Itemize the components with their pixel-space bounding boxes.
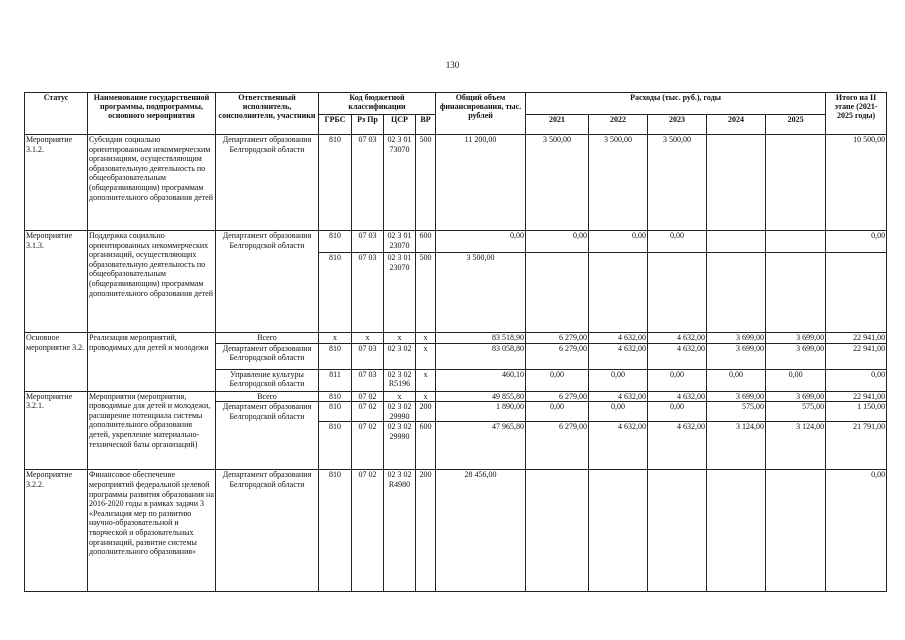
total-cell: 460,10 — [436, 369, 526, 391]
header-itogo: Итого на II этапе (2021-2025 годы) — [826, 93, 887, 135]
header-2023: 2023 — [648, 115, 707, 135]
y2021-cell: 6 279,00 — [526, 333, 589, 344]
name-cell: Мероприятия (мероприятия, проводимые для детей и молодежи, расширение потенциала системы дополнительного образования детей, укрепление материально-технической базы организаций) — [88, 391, 216, 470]
grbs-cell: 810 — [319, 231, 352, 253]
name-cell: Финансовое обеспечение мероприятий федеральной целевой программы развития образования на 2016-2020 годы в рамках задачи 3 «Реализация мер по развитию научно-образовательной и творческой и образовательных организаций, развитие системы дополнительного образования» — [88, 470, 216, 592]
grbs-cell: 810 — [319, 402, 352, 422]
y2022-cell — [589, 253, 648, 333]
y2024-cell: 575,00 — [707, 402, 766, 422]
table-row — [25, 333, 887, 344]
csr-cell: 02 3 02 — [384, 343, 416, 369]
y2025-cell: 3 699,00 — [766, 343, 826, 369]
header-name: Наименование государственной программы, подпрограммы, основного мероприятия — [88, 93, 216, 135]
y2025-cell: 575,00 — [766, 402, 826, 422]
rzpr-cell: 07 03 — [352, 135, 384, 231]
table-row — [25, 231, 887, 253]
header-rzpr: Рз Пр — [352, 115, 384, 135]
csr-cell: x — [384, 391, 416, 402]
y2023-cell: 0,00 — [648, 402, 707, 422]
total-cell: 0,00 — [436, 231, 526, 253]
header-status: Статус — [25, 93, 88, 135]
total-cell: 11 200,00 — [436, 135, 526, 231]
table-row — [25, 135, 887, 231]
header-2022: 2022 — [589, 115, 648, 135]
total-cell: 49 855,80 — [436, 391, 526, 402]
grbs-cell: x — [319, 333, 352, 344]
vr-cell: 600 — [416, 422, 436, 470]
itogo-cell: 22 941,00 — [826, 343, 887, 369]
vr-cell: 500 — [416, 253, 436, 333]
y2024-cell: 0,00 — [707, 369, 766, 391]
y2023-cell: 4 632,00 — [648, 391, 707, 402]
y2021-cell — [526, 470, 589, 592]
rzpr-cell: 07 02 — [352, 402, 384, 422]
rzpr-cell: 07 03 — [352, 343, 384, 369]
status-cell: Мероприятие 3.2.2. — [25, 470, 88, 592]
y2023-cell — [648, 253, 707, 333]
header-executor: Ответственный исполнитель, соисполнители, участники — [216, 93, 319, 135]
status-cell: Мероприятие 3.1.2. — [25, 135, 88, 231]
itogo-cell: 0,00 — [826, 369, 887, 391]
status-cell: Мероприятие 3.1.3. — [25, 231, 88, 333]
header-2021: 2021 — [526, 115, 589, 135]
page-number: 130 — [445, 60, 460, 70]
y2022-cell: 4 632,00 — [589, 422, 648, 470]
y2025-cell: 0,00 — [766, 369, 826, 391]
y2021-cell — [526, 253, 589, 333]
total-cell: 1 890,00 — [436, 402, 526, 422]
y2023-cell: 0,00 — [648, 369, 707, 391]
rzpr-cell: 07 03 — [352, 253, 384, 333]
total-cell: 47 965,80 — [436, 422, 526, 470]
y2024-cell — [707, 231, 766, 253]
y2021-cell: 0,00 — [526, 231, 589, 253]
vr-cell: 600 — [416, 231, 436, 253]
name-cell: Поддержка социально ориентированных некоммерческих организаций, осуществляющих образовательную деятельность по общеобразовательным (общеразвивающим) программам дополнительного образования детей — [88, 231, 216, 333]
y2021-cell: 6 279,00 — [526, 391, 589, 402]
csr-cell: 02 3 01 73070 — [384, 135, 416, 231]
executor-cell: Департамент образования Белгородской области — [216, 402, 319, 470]
y2025-cell — [766, 231, 826, 253]
y2024-cell: 3 699,00 — [707, 343, 766, 369]
itogo-cell: 10 500,00 — [826, 135, 887, 231]
grbs-cell: 810 — [319, 391, 352, 402]
y2025-cell: 3 124,00 — [766, 422, 826, 470]
grbs-cell: 810 — [319, 253, 352, 333]
rzpr-cell: 07 02 — [352, 391, 384, 402]
rzpr-cell: 07 03 — [352, 231, 384, 253]
csr-cell: 02 3 02 29990 — [384, 422, 416, 470]
executor-cell: Всего — [216, 333, 319, 344]
csr-cell: 02 3 02 R5196 — [384, 369, 416, 391]
name-cell: Реализация мероприятий, проводимых для детей и молодежи — [88, 333, 216, 392]
y2021-cell: 0,00 — [526, 402, 589, 422]
y2022-cell: 4 632,00 — [589, 333, 648, 344]
y2024-cell — [707, 470, 766, 592]
y2021-cell: 6 279,00 — [526, 343, 589, 369]
y2022-cell — [589, 470, 648, 592]
itogo-cell: 22 941,00 — [826, 333, 887, 344]
table-row — [25, 391, 887, 402]
y2022-cell: 3 500,00 — [589, 135, 648, 231]
y2022-cell: 0,00 — [589, 402, 648, 422]
header-total: Общий объем финансирования, тыс. рублей — [436, 93, 526, 135]
grbs-cell: 810 — [319, 343, 352, 369]
y2023-cell: 4 632,00 — [648, 333, 707, 344]
executor-cell: Всего — [216, 391, 319, 402]
y2023-cell: 3 500,00 — [648, 135, 707, 231]
header-2024: 2024 — [707, 115, 766, 135]
vr-cell: 200 — [416, 470, 436, 592]
header-vr: ВР — [416, 115, 436, 135]
header-expenses: Расходы (тыс. руб.), годы — [526, 93, 826, 115]
grbs-cell: 810 — [319, 470, 352, 592]
y2022-cell: 4 632,00 — [589, 391, 648, 402]
name-cell: Субсидии социально ориентированным некоммерческим организациям, осуществляющим образовательную деятельность по общеобразовательным (общеразвивающим) программам дополнительного образования детей — [88, 135, 216, 231]
total-cell: 83 518,90 — [436, 333, 526, 344]
header-csr: ЦСР — [384, 115, 416, 135]
grbs-cell: 810 — [319, 422, 352, 470]
csr-cell: 02 3 02 R4980 — [384, 470, 416, 592]
y2023-cell: 4 632,00 — [648, 343, 707, 369]
header-grbs: ГРБС — [319, 115, 352, 135]
status-cell: Основное мероприятие 3.2. — [25, 333, 88, 392]
y2025-cell — [766, 470, 826, 592]
rzpr-cell: x — [352, 333, 384, 344]
vr-cell: x — [416, 391, 436, 402]
itogo-cell: 0,00 — [826, 470, 887, 592]
total-cell: 3 500,00 — [436, 253, 526, 333]
grbs-cell: 810 — [319, 135, 352, 231]
rzpr-cell: 07 02 — [352, 422, 384, 470]
itogo-cell: 0,00 — [826, 231, 887, 253]
budget-table — [24, 92, 887, 592]
executor-cell: Департамент образования Белгородской области — [216, 231, 319, 333]
csr-cell: x — [384, 333, 416, 344]
itogo-cell: 22 941,00 — [826, 391, 887, 402]
y2021-cell: 0,00 — [526, 369, 589, 391]
table-header — [25, 93, 887, 135]
y2024-cell: 3 124,00 — [707, 422, 766, 470]
y2025-cell: 3 699,00 — [766, 333, 826, 344]
rzpr-cell: 07 03 — [352, 369, 384, 391]
y2022-cell: 0,00 — [589, 369, 648, 391]
rzpr-cell: 07 02 — [352, 470, 384, 592]
y2024-cell: 3 699,00 — [707, 391, 766, 402]
y2025-cell: 3 699,00 — [766, 391, 826, 402]
itogo-cell: 21 791,00 — [826, 422, 887, 470]
y2021-cell: 6 279,00 — [526, 422, 589, 470]
header-2025: 2025 — [766, 115, 826, 135]
status-cell: Мероприятие 3.2.1. — [25, 391, 88, 470]
csr-cell: 02 3 01 23070 — [384, 253, 416, 333]
executor-cell: Департамент образования Белгородской области — [216, 135, 319, 231]
header-budget-code: Код бюджетной классификации — [319, 93, 436, 115]
csr-cell: 02 3 01 23070 — [384, 231, 416, 253]
y2023-cell: 4 632,00 — [648, 422, 707, 470]
grbs-cell: 811 — [319, 369, 352, 391]
vr-cell: 500 — [416, 135, 436, 231]
total-cell: 83 058,80 — [436, 343, 526, 369]
y2024-cell — [707, 135, 766, 231]
executor-cell: Департамент образования Белгородской области — [216, 343, 319, 369]
y2023-cell — [648, 470, 707, 592]
y2021-cell: 3 500,00 — [526, 135, 589, 231]
y2022-cell: 0,00 — [589, 231, 648, 253]
vr-cell: x — [416, 333, 436, 344]
y2024-cell — [707, 253, 766, 333]
vr-cell: x — [416, 343, 436, 369]
y2024-cell: 3 699,00 — [707, 333, 766, 344]
itogo-cell: 1 150,00 — [826, 402, 887, 422]
itogo-cell — [826, 253, 887, 333]
y2023-cell: 0,00 — [648, 231, 707, 253]
y2022-cell: 4 632,00 — [589, 343, 648, 369]
executor-cell: Департамент образования Белгородской области — [216, 470, 319, 592]
executor-cell: Управление культуры Белгородской области — [216, 369, 319, 391]
y2025-cell — [766, 135, 826, 231]
vr-cell: x — [416, 369, 436, 391]
csr-cell: 02 3 02 29990 — [384, 402, 416, 422]
vr-cell: 200 — [416, 402, 436, 422]
total-cell: 28 456,00 — [436, 470, 526, 592]
table-row — [25, 470, 887, 592]
y2025-cell — [766, 253, 826, 333]
